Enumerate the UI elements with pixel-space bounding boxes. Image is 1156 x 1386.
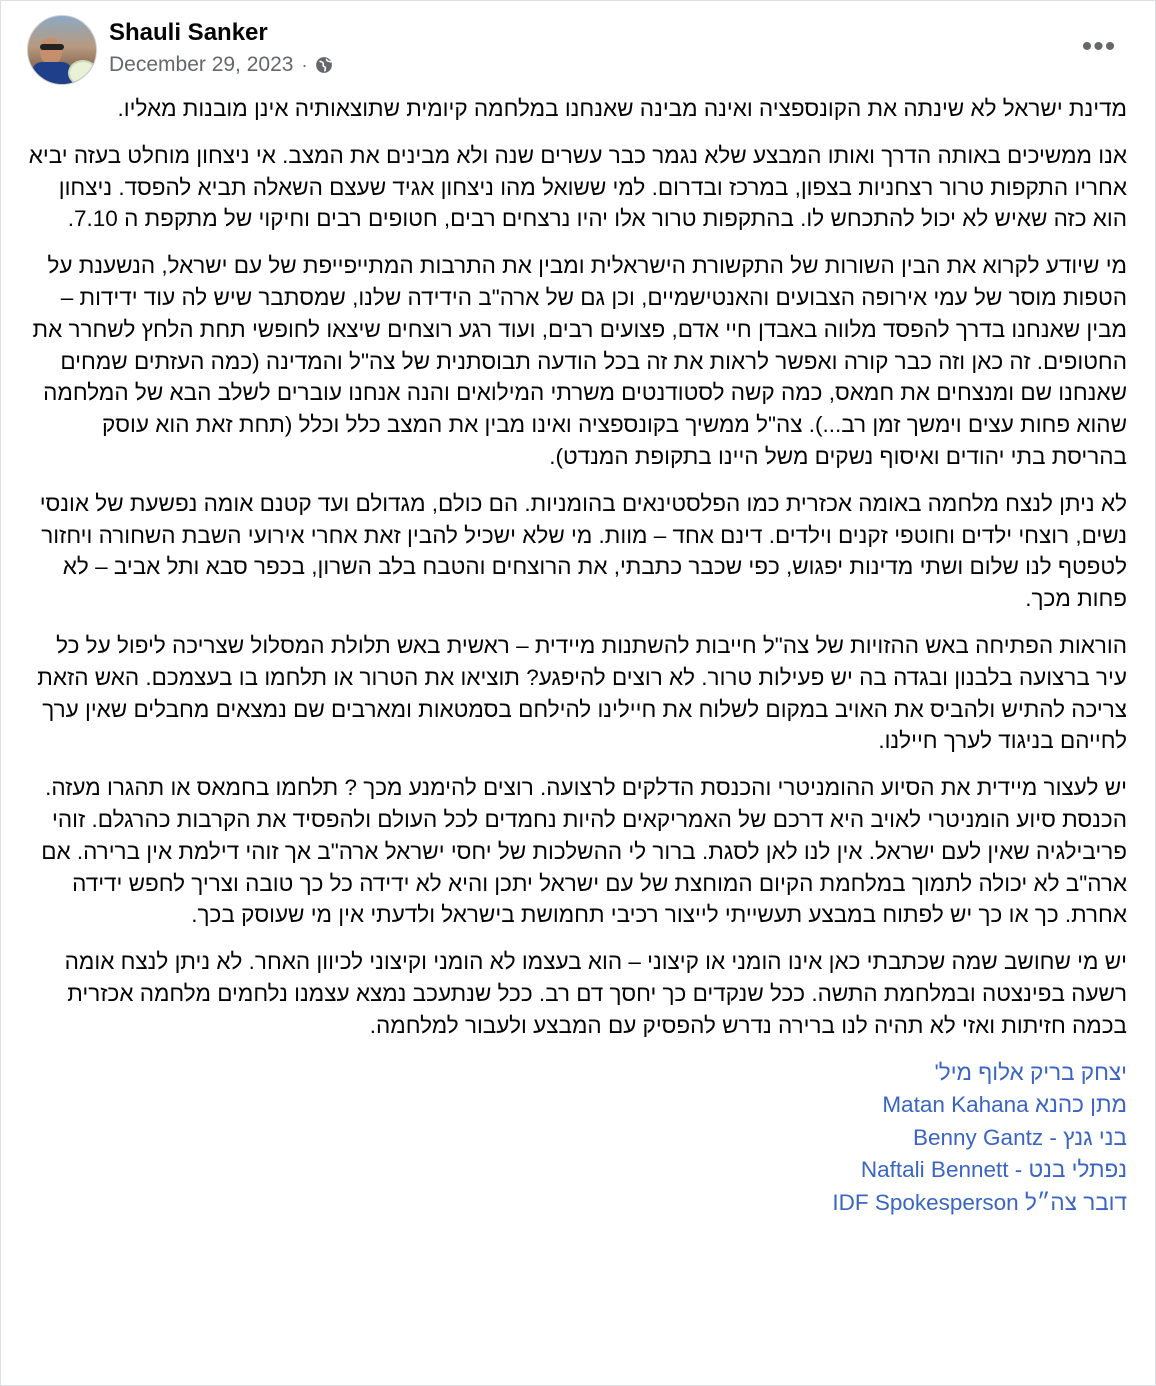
more-options-icon: ••• bbox=[1081, 30, 1117, 63]
tag-link-matan-kahana[interactable]: מתן כהנא Matan Kahana bbox=[882, 1092, 1127, 1118]
post-date[interactable]: December 29, 2023 bbox=[109, 53, 294, 76]
meta-separator: · bbox=[301, 54, 308, 75]
post-header bbox=[27, 15, 1129, 85]
post-paragraph: מדינת ישראל לא שינתה את הקונספציה ואינה מבינה שאנחנו במלחמה קיומית שתוצאותיה אינן מובנות מאליו. bbox=[117, 96, 1127, 121]
tag-link-benny-gantz[interactable]: בני גנץ - Benny Gantz bbox=[913, 1124, 1127, 1150]
more-options-button[interactable] bbox=[1077, 25, 1121, 69]
avatar-badge bbox=[68, 60, 97, 85]
tagged-people bbox=[23, 1057, 1127, 1220]
post-meta bbox=[109, 53, 333, 77]
tag-link-idf-spokesperson[interactable]: דובר צה״ל IDF Spokesperson bbox=[832, 1189, 1127, 1215]
globe-icon[interactable] bbox=[315, 56, 333, 74]
avatar-shirt bbox=[32, 62, 72, 85]
tag-link-naftali-bennett[interactable]: נפתלי בנט - Naftali Bennett bbox=[860, 1157, 1127, 1183]
post-content bbox=[23, 93, 1127, 1219]
author-avatar[interactable] bbox=[27, 15, 97, 85]
post-paragraph: לא ניתן לנצח מלחמה באומה אכזרית כמו הפלסטינאים בהומניות. הם כולם, מגדולם ועד קטנם אומה נפשעת של אונסי נשים, רוצחי ילדים וחוטפי זקנים וילדים. דינם אחד – מוות. מי שלא ישכיל להבין זאת אחרי אירועי השבת השחורה ויחזור לטפטף לנו שלום ושתי מדינות יפגוש, כפי שכבר כתבתי, את הרוצחים והטבח בלב השרון, בכפר סבא ותל אביב – לא פחות מכך. bbox=[39, 490, 1127, 612]
post-paragraph: הוראות הפתיחה באש ההזויות של צה"ל חייבות להשתנות מיידית – ראשית באש תלולת המסלול שצריכה ליפול על כל עיר ברצועה בלבנון ובגדה בה יש פעילות טרור. לא רוצים להיפגע? תוציאו את הטרור או תלחמו בו בעצמכם. האש הזאת צריכה להתיש ולהביס את האויב במקום לשלוח את חיילינו להילחם בסמטאות ומארבים שם נמצאים מחבלים שאין ערך לחייהם בניגוד לערך חיילנו. bbox=[37, 632, 1127, 754]
post-paragraph: אנו ממשיכים באותה הדרך ואותו המבצע שלא נגמר כבר עשרים שנה ולא מבינים את המצב. אי ניצחון מוחלט בעזה יביא אחריו התקפות טרור רצחניות בצפון, במרכז ובדרום. למי ששואל מהו ניצחון אגיד שעצם השאלה תביא להפסד. ניצחון הוא כזה שאיש לא יכול להתכחש לו. בהתקפות טרור אלו יהיו נרצחים רבים, חטופים רבים וחיקוי של מתקפת ה 7.10. bbox=[28, 142, 1127, 232]
post-paragraph: מי שיודע לקרוא את הבין השורות של התקשורת הישראלית ומבין את התרבות המתייפייפת של עם ישראל, הנשענת על הטפות מוסר של עמי אירופה הצבועים והאנטישמיים, וכן גם של ארה"ב הידידה שלנו, שמסתבר שיש לה עוד ידידות – מבין שאנחנו בדרך להפסד מלווה באבדן חיי אדם, פצועים רבים, ועוד רגע רוצחים שיצאו לחופשי תחת הלחץ לשחרר את החטופים. זה כאן וזה כבר קורה ואפשר לראות את זה בכל הודעה תבוסתנית של צה"ל והמדינה (כמה העזתים שמחים שאנחנו שם ומנצחים את חמאס, כמה קשה לסטודנטים משרתי המילואים והנה אנחנו עוברים לשלב הבא של המלחמה שהוא פחות עצים וימשך זמן רב...). צה"ל ממשיך בקונספציה ואינו מבין את המצב כלל וכלל (תחת זאת הוא עוסק בהריסת בתי יהודים ואיסוף נשקים משל היינו בתקופת המנדט). bbox=[32, 253, 1127, 469]
author-name[interactable]: Shauli Sanker bbox=[109, 19, 268, 46]
post-paragraph: יש מי שחושב שמה שכתבתי כאן אינו הומני או קיצוני – הוא בעצמו לא הומני וקיצוני לכיוון האחר. לא ניתן לנצח אומה רשעה בפינצטה ובמלחמת התשה. ככל שנקדים כך יחסך דם רב. ככל שנתעכב נמצא עצמנו נלחמים מלחמה אכזרית בכמה חזיתות ואזי לא תהיה לנו ברירה נדרש להפסיק עם המבצע ולעבור למלחמה. bbox=[64, 949, 1127, 1038]
avatar-glasses bbox=[40, 44, 64, 50]
tag-link-yitzhak-brik[interactable]: יצחק בריק אלוף מיל' bbox=[934, 1059, 1127, 1085]
post-paragraph: יש לעצור מיידית את הסיוע ההומניטרי והכנסת הדלקים לרצועה. רוצים להימנע מכך ? תלחמו בחמאס או תהגרו מעזה. הכנסת סיוע הומניטרי לאויב היא דרכם של האמריקאים להיות נחמדים לכל העולם ולהפסיד את הקרבות כהרגלם. זוהי פריבילגיה שאין לעם ישראל. אין לנו לאן לסגת. ברור לי ההשלכות של יחסי ישראל ארה"ב אך זוהי דילמת אין ברירה. אם ארה"ב לא יכולה לתמוך במלחמת הקיום המוחצת של עם ישראל יתכן והיא לא ידידה כל כך טובה וצריך לחפש ידידה אחרת. כך או כך יש לפתוח במבצע תעשייתי לייצור רכיבי תחמושת בישראל ולדעתי אין מי שעוסק בכך. bbox=[41, 775, 1127, 928]
avatar-face bbox=[40, 38, 62, 64]
